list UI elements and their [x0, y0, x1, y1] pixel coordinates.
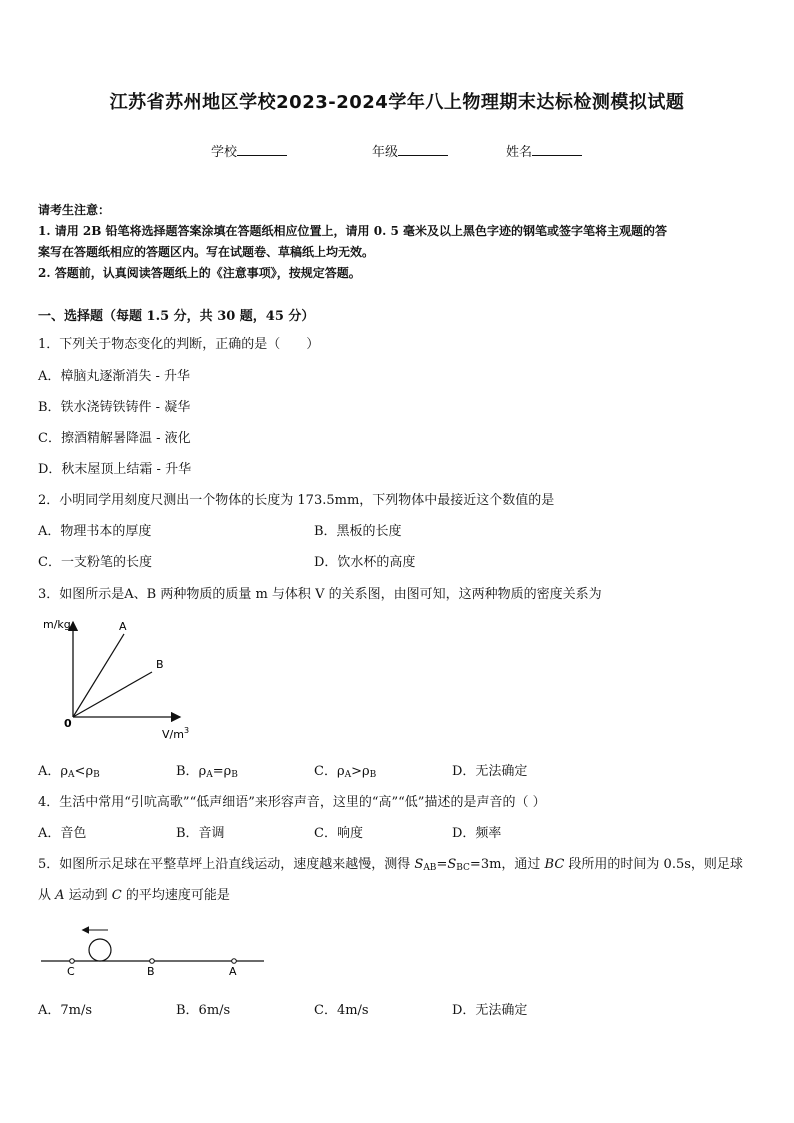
q3-line-b	[73, 672, 152, 717]
q3-option-b[interactable]: B．$\rho_A=\rho_B$	[176, 764, 238, 780]
q3-line-b-label: B	[156, 658, 164, 671]
q1-option-a[interactable]: A．樟脑丸逐渐消失 - 升华	[38, 369, 191, 384]
q1-stem: 1．下列关于物态变化的判断，正确的是（ ）	[38, 337, 320, 352]
notice-body	[38, 221, 760, 284]
q4-option-d[interactable]: D．频率	[452, 826, 502, 841]
q5-option-d[interactable]: D．无法确定	[452, 1003, 528, 1018]
q2-option-b[interactable]: B．黑板的长度	[314, 524, 402, 539]
q5-point-b	[150, 959, 155, 964]
q3-mass-volume-graph	[40, 614, 210, 744]
q5-stem-line-2: 从 A 运动到 C 的平均速度可能是	[38, 888, 230, 903]
q4-stem: 4．生活中常用“引吭高歌”“低声细语”来形容声音，这里的“高”“低”描述的是声音的（ ）	[38, 795, 546, 810]
q1-option-b[interactable]: B．铁水浇铸铁铸件 - 凝华	[38, 400, 191, 415]
section-heading: 一、选择题（每题 1.5 分，共 30 题，45 分）	[38, 309, 315, 324]
q1-option-d[interactable]: D．秋末屋顶上结霜 - 升华	[38, 462, 192, 477]
school-label: 学校	[211, 145, 238, 160]
notice-item-1-line-1: 1. 请用 2B 铅笔将选择题答案涂填在答题纸相应位置上，请用 0. 5 毫米及以上黑色字迹的钢笔或签字笔将主观题的答	[38, 224, 667, 238]
name-blank[interactable]	[532, 143, 582, 156]
q5-point-a-label: A	[229, 965, 237, 978]
q3-line-a	[73, 634, 124, 717]
q1-option-c[interactable]: C．擦酒精解暑降温 - 液化	[38, 431, 191, 446]
q2-option-d[interactable]: D．饮水杯的高度	[314, 555, 416, 570]
grade-field[interactable]	[372, 141, 448, 160]
q3-option-d[interactable]: D．无法确定	[452, 764, 528, 779]
q3-line-a-label: A	[119, 620, 127, 633]
q2-option-a[interactable]: A．物理书本的厚度	[38, 524, 152, 539]
q3-origin-label: 0	[64, 717, 72, 730]
q4-option-b[interactable]: B．音调	[176, 826, 225, 841]
school-field[interactable]	[211, 141, 287, 160]
q5-point-a	[232, 959, 237, 964]
q3-y-axis-label: m/kg	[43, 618, 71, 631]
q5-point-b-label: B	[147, 965, 155, 978]
q5-point-c-label: C	[67, 965, 75, 978]
name-field[interactable]	[506, 141, 582, 160]
q5-stem-line-1: 5．如图所示足球在平整草坪上沿直线运动，速度越来越慢，测得 $S_{AB}=S_{BC}=3m$，通过 BC 段所用的时间为 0.5s，则足球	[38, 857, 743, 873]
q2-stem: 2．小明同学用刻度尺测出一个物体的长度为 173.5mm，下列物体中最接近这个数值的是	[38, 493, 555, 508]
q4-option-a[interactable]: A．音色	[38, 826, 87, 841]
q5-option-c[interactable]: C．4m/s	[314, 1003, 369, 1018]
q2-option-c[interactable]: C．一支粉笔的长度	[38, 555, 152, 570]
q5-football-figure	[38, 920, 270, 980]
q3-x-axis-label: $V/m^3$	[162, 726, 190, 741]
grade-label: 年级	[372, 145, 399, 160]
page-title: 江苏省苏州地区学校2023-2024学年八上物理期末达标检测模拟试题	[109, 92, 685, 113]
notice-item-1-line-2: 案写在答题纸相应的答题区内。写在试题卷、草稿纸上均无效。	[38, 245, 375, 259]
school-blank[interactable]	[237, 143, 287, 156]
q5-point-c	[70, 959, 75, 964]
notice-item-2: 2. 答题前，认真阅读答题纸上的《注意事项》，按规定答题。	[38, 266, 361, 280]
grade-blank[interactable]	[398, 143, 448, 156]
q5-option-a[interactable]: A．7m/s	[38, 1003, 93, 1018]
q5-option-b[interactable]: B．6m/s	[176, 1003, 231, 1018]
football-icon	[89, 939, 111, 961]
q3-stem: 3．如图所示是A、B 两种物质的质量 m 与体积 V 的关系图，由图可知，这两种物质的密度关系为	[38, 587, 602, 602]
q4-option-c[interactable]: C．响度	[314, 826, 363, 841]
q3-option-a[interactable]: A．$\rho_A<\rho_B$	[38, 764, 100, 780]
notice-heading: 请考生注意：	[38, 203, 111, 217]
name-label: 姓名	[506, 145, 533, 160]
q3-option-c[interactable]: C．$\rho_A>\rho_B$	[314, 764, 377, 780]
